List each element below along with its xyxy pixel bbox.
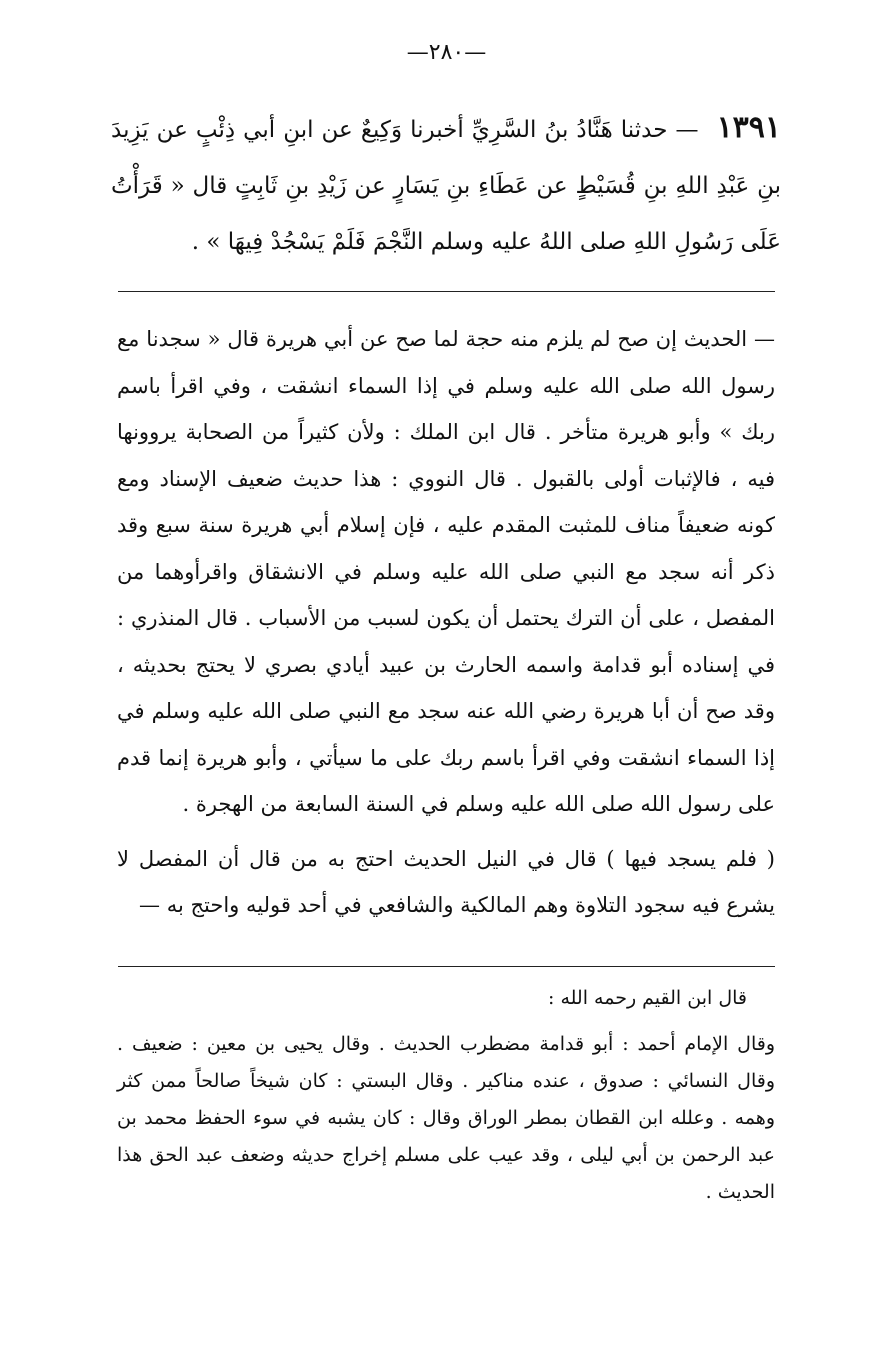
commentary-paragraph-2: ( فلم يسجد فيها ) قال في النيل الحديث احتج به من قال أن المفصل لا يشرع فيه سجود التلاوة وهم المالكية والشافعي في أحد قوليه واحتج به — (117, 846, 775, 917)
page-number: —٢٨٠— (406, 40, 487, 65)
hadith-number: ١٣٩١ (716, 110, 782, 145)
divider-footnote (118, 966, 775, 967)
hadith-block (111, 100, 781, 270)
footnote-heading: قال ابن القيم رحمه الله : (548, 987, 747, 1009)
commentary-block (117, 316, 775, 929)
footnote-text: وقال الإمام أحمد : أبو قدامة مضطرب الحديث . وقال يحيى بن معين : ضعيف . وقال النسائي : صدوق ، عنده مناكير . وقال البستي : كان شيخاً صالحاً ممن كثر وهمه . وعلله ابن القطان بمطر الوراق وقال : كان يشبه في سوء الحفظ محمد بن عبد الرحمن بن أبي ليلى ، وقد عيب على مسلم إخراج حديثه وضعف عبد الحق هذا الحديث . (117, 1033, 775, 1203)
hadith-text: — حدثنا هَنَّادُ بنُ السَّرِيِّ أخبرنا وَكِيعٌ عن ابنِ أبي ذِئْبٍ عن يَزِيدَ بنِ عَبْدِ اللهِ بنِ قُسَيْطٍ عن عَطَاءِ بنِ يَسَارٍ عن زَيْدِ بنِ ثَابِتٍ قال « قَرَأْتُ عَلَى رَسُولِ اللهِ صلى اللهُ عليه وسلم النَّجْمَ فَلَمْ يَسْجُدْ فِيهَا » . (111, 117, 781, 255)
footnote-block (117, 980, 775, 1211)
commentary-paragraph-1: — الحديث إن صح لم يلزم منه حجة لما صح عن أبي هريرة قال « سجدنا مع رسول الله صلى الله عليه وسلم في إذا السماء انشقت ، وفي اقرأ باسم ربك » وأبو هريرة متأخر . قال ابن الملك : ولأن كثيراً من الصحابة يروونها فيه ، فالإثبات أولى بالقبول . قال النووي : هذا حديث ضعيف الإسناد ومع كونه ضعيفاً مناف للمثبت المقدم عليه ، فإن إسلام أبي هريرة سنة سبع وقد ذكر أنه سجد مع النبي صلى الله عليه وسلم في الانشقاق واقرأوهما من المفصل ، على أن الترك يحتمل أن يكون لسبب من الأسباب . قال المنذري : في إسناده أبو قدامة واسمه الحارث بن عبيد أيادي بصري لا يحتج بحديثه ، وقد صح أن أبا هريرة رضي الله عنه سجد مع النبي صلى الله عليه وسلم في إذا السماء انشقت وفي اقرأ باسم ربك على ما سيأتي ، وأبو هريرة إنما قدم على رسول الله صلى الله عليه وسلم في السنة السابعة من الهجرة . (117, 327, 775, 816)
divider-hadith-commentary (118, 291, 775, 292)
